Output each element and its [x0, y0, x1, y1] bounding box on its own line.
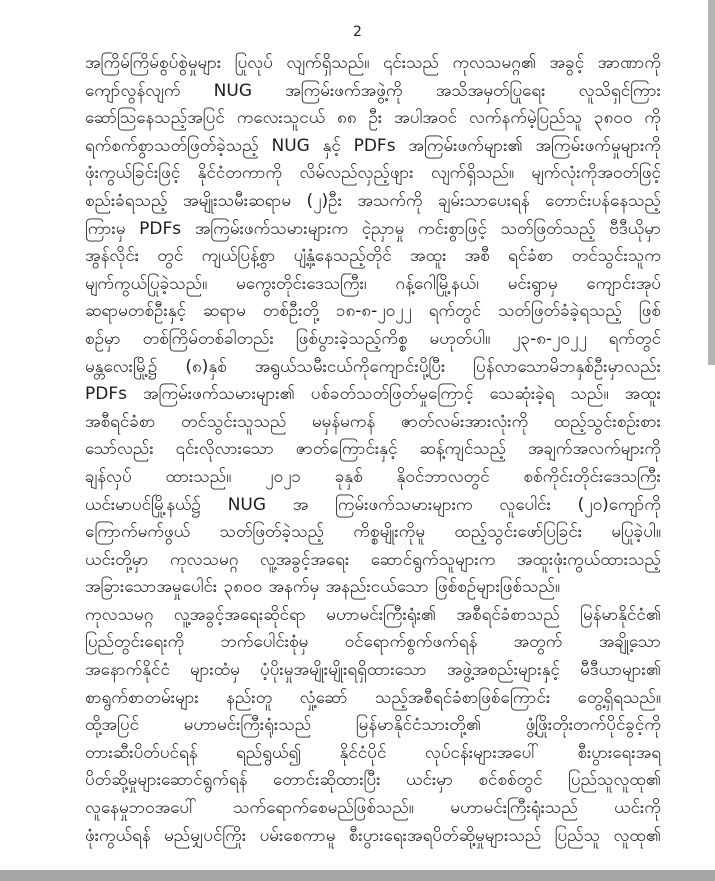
- text-line: ယင်းတို့မှာ ကုလသမဂ္ဂ လူ့အခွင့်အရေး ဆောင်ရွက်သူများက အထူးဖုံးကွယ်ထားသည့်: [85, 549, 661, 570]
- text-line: ကျော်လွန်လျက် NUG အကြမ်းဖက်အဖွဲ့ကို အသိအမှတ်ပြုရေး လူသိရှင်ကြား: [85, 80, 661, 101]
- text-line: အနောက်နိုင်ငံ များထံမှ ပံ့ပိုးမှုအမျိုးမျိုးရရှိထားသော အဖွဲ့အစည်းများနှင့် မီဒီယာများ၏: [85, 660, 661, 681]
- text-line: အစီရင်ခံစာ တင်သွင်းသူသည် မမှန်မကန် ဇာတ်လမ်းအားလုံးကို ထည့်သွင်းစဉ်းစား: [85, 411, 661, 432]
- text-line: အွန်လိုင်း တွင် ကျယ်ပြန့်စွာ ပျံ့နှံ့နေသည့်တိုင် အထူး အစီ ရင်ခံစာ တင်သွင်းသူက: [85, 246, 661, 267]
- paragraph-2: [85, 602, 661, 850]
- text-line: ထို့အပြင် မဟာမင်းကြီးရုံးသည် မြန်မာနိုင်ငံသားတို့၏ ဖွံ့ဖြိုးတိုးတက်ပိုင်ခွင့်ကို: [85, 715, 661, 736]
- text-line: အကြိမ်ကြိမ်စွပ်စွဲမှုများ ပြုလုပ် လျက်ရှိသည်။ ၎င်းသည် ကုလသမဂ္ဂ၏ အခွင့် အာဏာကို: [85, 53, 661, 73]
- text-line: စာရွက်စာတမ်းများ နည်းတူ လှုံ့ဆော် သည့်အစီရင်ခံစာဖြစ်ကြောင်း တွေ့ရှိရသည်။: [85, 687, 661, 708]
- text-line: စဉ်မှာ တစ်ကြိမ်တစ်ခါတည်း ဖြစ်ပွားခဲ့သည့်ကိစ္စ မဟုတ်ပါ။ ၂၃-၈-၂၀၂၂ ရက်တွင်: [85, 328, 661, 349]
- text-line: သော်လည်း ၎င်းလိုလားသော ဇာတ်ကြောင်းနှင့် ဆန့်ကျင်သည့် အချက်အလက်များကို: [85, 439, 661, 460]
- page-number: 2: [353, 24, 362, 40]
- text-line: ဖုံးကွယ်ရန် မည်မျှပင်ကြိုး ပမ်းစေကာမူ စီးပွားရေးအရပိတ်ဆို့မှုများသည် ပြည်သူ လူထု၏: [85, 825, 661, 846]
- text-line: ရက်စက်စွာသတ်ဖြတ်ခဲ့သည့် NUG နှင့် PDFs အကြမ်းဖက်များ၏ အကြမ်းဖက်မှုများကို: [85, 135, 661, 156]
- text-line: လူနေမှုဘဝအပေါ် သက်ရောက်စေမည်ဖြစ်သည်။ မဟာမင်းကြီးရုံးသည် ယင်းကို: [85, 798, 661, 819]
- text-block: [85, 50, 661, 850]
- text-line: စည်းခံရသည့် အမျိုးသမီးဆရာမ (၂)ဦး အသက်ကို ချမ်းသာပေးရန် တောင်းပန်နေသည့်: [85, 190, 661, 211]
- scan-edge-right: [708, 0, 715, 365]
- text-line: ကြောက်မက်ဖွယ် သတ်ဖြတ်ခဲ့သည့် ကိစ္စမျိုးကိုမူ ထည့်သွင်းဖော်ပြခြင်း မပြုခဲ့ပါ။: [85, 522, 661, 543]
- text-line: ဆရာမတစ်ဦးနှင့် ဆရာမ တစ်ဦးတို့ ၁၈-၈-၂၀၂၂ ရက်တွင် သတ်ဖြတ်ခံခဲ့ရသည့် ဖြစ်: [85, 301, 661, 322]
- text-line: အခြားသောအမှုပေါင်း ၃၈၀၀ အနက်မှ အနည်းငယ်သော ဖြစ်စဉ်များဖြစ်သည်။: [85, 577, 561, 598]
- text-line: ပိတ်ဆို့မှုများဆောင်ရွက်ရန် တောင်းဆိုထားပြီး ယင်းမှာ စင်စစ်တွင် ပြည်သူလူထု၏: [85, 770, 661, 791]
- text-line: ဆော်ဩနေသည့်အပြင် ကလေးသူငယ် ၈၈ ဦး အပါအဝင် လက်နက်မဲ့ပြည်သူ ၃၈၀၀ ကို: [85, 108, 661, 129]
- text-line: မန္တလေးမြို့၌ (၈)နှစ် အရွယ်သမီးငယ်ကိုကျောင်းပို့ပြီး ပြန်လာသောမိဘနှစ်ဦးမှာလည်း: [85, 356, 661, 377]
- text-line: ပြည်တွင်းရေးကို ဘက်ပေါင်းစုံမှ ဝင်ရောက်စွက်ဖက်ရန် အတွက် အချို့သော: [85, 632, 661, 653]
- paragraph-1: [85, 50, 661, 602]
- text-line: ချန်လှပ် ထားသည်။ ၂၀၂၁ ခုနှစ် နိုဝင်ဘာလတွင် စစ်ကိုင်းတိုင်းဒေသကြီး: [85, 466, 661, 487]
- text-line: ကုလသမဂ္ဂ လူ့အခွင့်အရေးဆိုင်ရာ မဟာမင်းကြီးရုံး၏ အစီရင်ခံစာသည် မြန်မာနိုင်ငံ၏: [85, 604, 661, 625]
- scan-edge-bottom: [0, 870, 715, 881]
- text-line: ယင်းမာပင်မြို့နယ်၌ NUG အ ကြမ်းဖက်သမားများက လူပေါင်း (၂၀)ကျော်ကို: [85, 494, 661, 515]
- text-line: မျက်ကွယ်ပြုခဲ့သည်။ မကွေးတိုင်းဒေသကြီး၊ ဂန့်ဂေါမြို့နယ်၊ မင်းရွာမှ ကျောင်းအုပ်: [85, 273, 661, 294]
- text-line: ဖုံးကွယ်ခြင်းဖြင့် နိုင်ငံတကာကို လိမ်လည်လှည့်ဖျား လျက်ရှိသည်။ မျက်လုံးကိုအဝတ်ဖြင့်: [85, 163, 661, 184]
- text-line: ကြားမှ PDFs အကြမ်းဖက်သမားများက ငဲ့ညှာမှု ကင်းစွာဖြင့် သတ်ဖြတ်သည့် ဗီဒီယိုမှာ: [85, 218, 661, 239]
- text-line: PDFs အကြမ်းဖက်သမားများ၏ ပစ်ခတ်သတ်ဖြတ်မှုကြောင့် သေဆုံးခဲ့ရ သည်။ အထူး: [85, 384, 661, 405]
- text-line: တားဆီးပိတ်ပင်ရန် ရည်ရွယ်၍ နိုင်ငံပိုင် လုပ်ငန်းများအပေါ် စီးပွားရေးအရ: [85, 742, 661, 763]
